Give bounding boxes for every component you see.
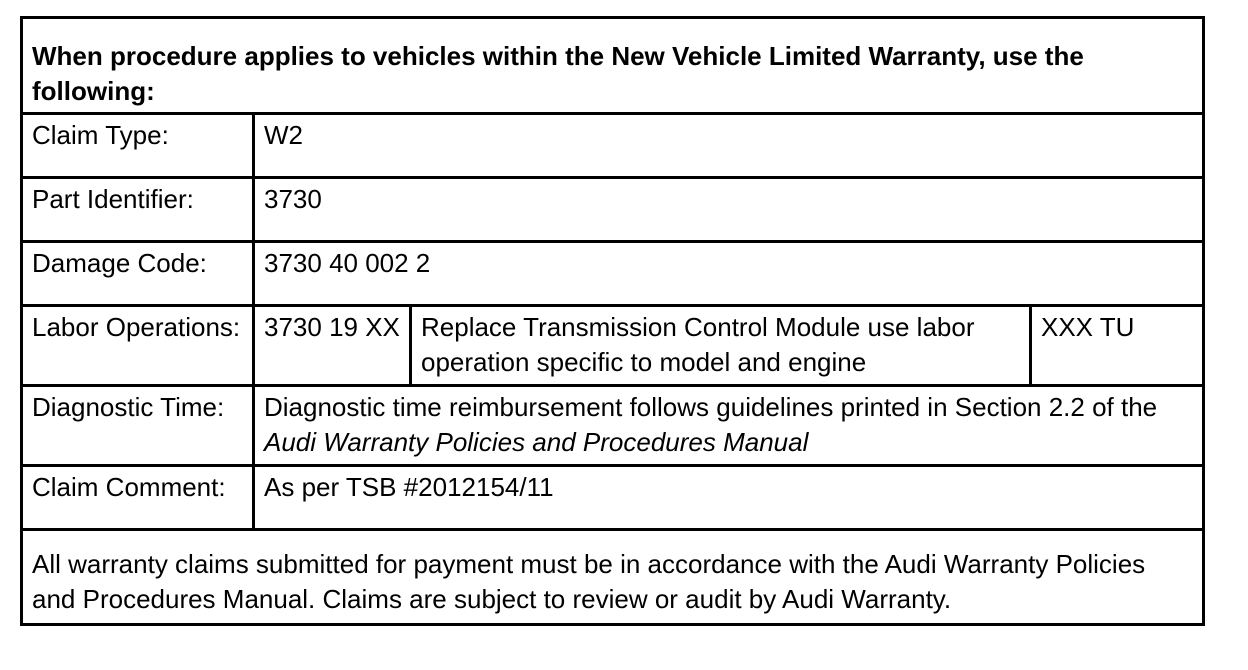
diagnostic-time-label: Diagnostic Time: (22, 386, 254, 466)
damage-code-row (22, 242, 1204, 306)
diagnostic-time-row (22, 386, 1204, 466)
part-identifier-value: 3730 (254, 178, 1204, 242)
warranty-footer-note: All warranty claims submitted for payment must be in accordance with the Audi Warranty Policies and Procedures Manual. Claims are subject to review or audit by Audi Warranty. (22, 530, 1204, 625)
damage-code-label: Damage Code: (22, 242, 254, 306)
footer-row (22, 530, 1204, 625)
damage-code-value: 3730 40 002 2 (254, 242, 1204, 306)
part-identifier-row (22, 178, 1204, 242)
labor-operation-description: Replace Transmission Control Module use labor operation specific to model and engine (411, 306, 1031, 386)
part-identifier-label: Part Identifier: (22, 178, 254, 242)
header-row (22, 18, 1204, 114)
claim-comment-row (22, 466, 1204, 530)
diagnostic-time-text: Diagnostic time reimbursement follows guidelines printed in Section 2.2 of the (264, 392, 1158, 422)
labor-operation-code: 3730 19 XX (254, 306, 411, 386)
claim-type-value: W2 (254, 114, 1204, 178)
labor-operation-time: XXX TU (1031, 306, 1204, 386)
warranty-manual-title: Audi Warranty Policies and Procedures Manual (264, 427, 809, 457)
diagnostic-time-value (254, 386, 1204, 466)
warranty-header: When procedure applies to vehicles within the New Vehicle Limited Warranty, use the following: (22, 18, 1204, 114)
claim-comment-value: As per TSB #2012154/11 (254, 466, 1204, 530)
claim-type-label: Claim Type: (22, 114, 254, 178)
claim-type-row (22, 114, 1204, 178)
labor-operations-row (22, 306, 1204, 386)
warranty-claim-table (20, 16, 1205, 626)
claim-comment-label: Claim Comment: (22, 466, 254, 530)
labor-operations-label: Labor Operations: (22, 306, 254, 386)
